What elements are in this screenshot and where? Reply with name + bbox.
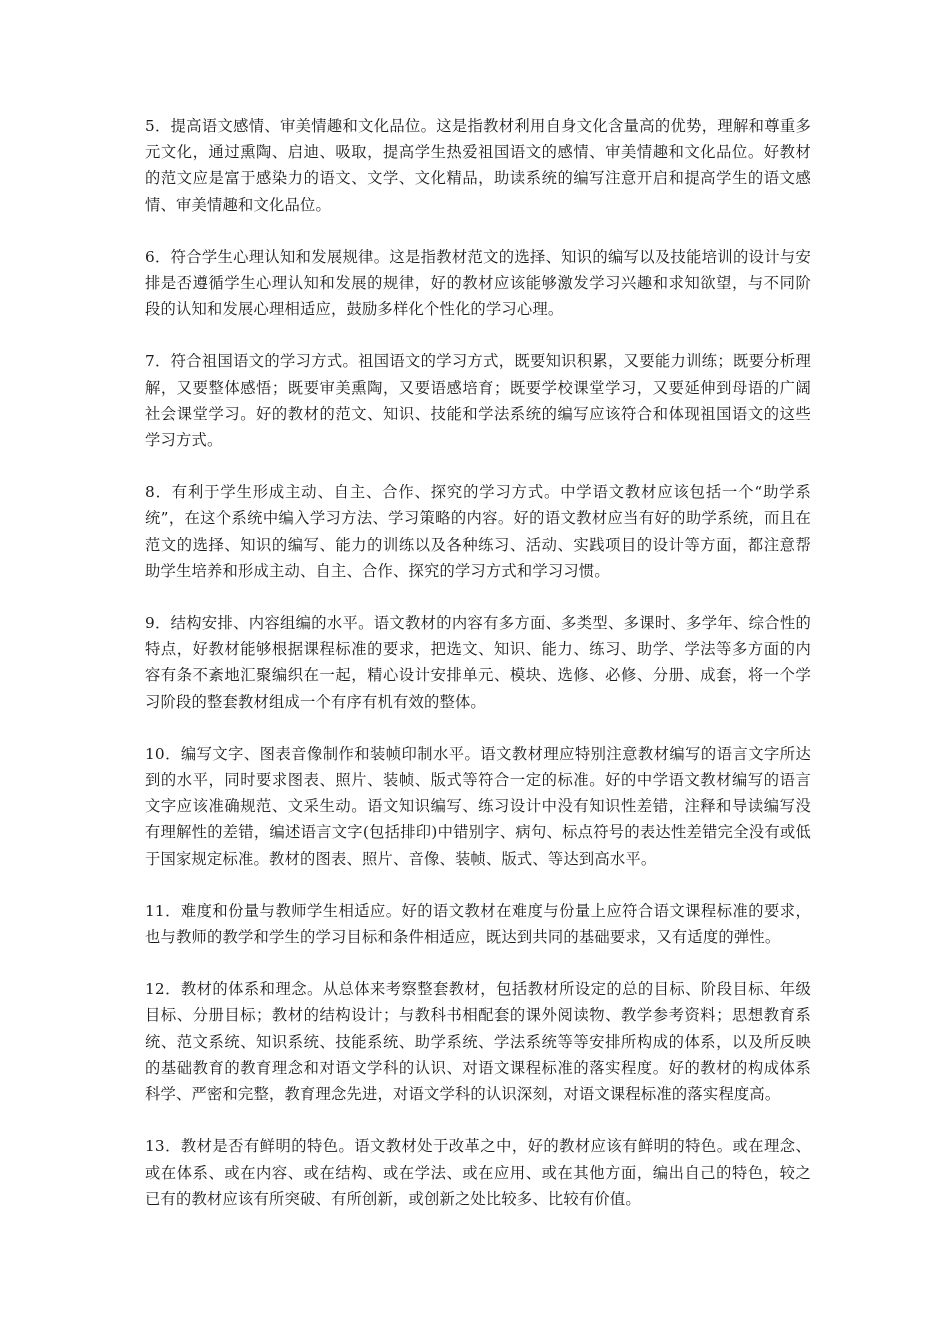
paragraph-item-9: 9．结构安排、内容组编的水平。语文教材的内容有多方面、多类型、多课时、多学年、综合性的特点，好教材能够根据课程标准的要求，把选文、知识、能力、练习、助学、学法等多方面的内容有条不紊地汇聚编织在一起，精心设计安排单元、模块、选修、必修、分册、成套，将一个学习阶段的整套教材组成一个有序有机有效的整体。 (145, 614, 811, 711)
paragraph-item-5: 5．提高语文感情、审美情趣和文化品位。这是指教材利用自身文化含量高的优势，理解和尊重多元文化，通过熏陶、启迪、吸取，提高学生热爱祖国语文的感情、审美情趣和文化品位。好教材的范文应是富于感染力的语文、文学、文化精品，助读系统的编写注意开启和提高学生的语文感情、审美情趣和文化品位。 (145, 117, 811, 214)
paragraph-item-12: 12．教材的体系和理念。从总体来考察整套教材，包括教材所设定的总的目标、阶段目标、年级目标、分册目标；教材的结构设计；与教科书相配套的课外阅读物、教学参考资料；思想教育系统、范文系统、知识系统、技能系统、助学系统、学法系统等等安排所构成的体系，以及所反映的基础教育的教育理念和对语文学科的认识、对语文课程标准的落实程度。好的教材的构成体系科学、严密和完整，教育理念先进，对语文学科的认识深刻，对语文课程标准的落实程度高。 (145, 980, 811, 1104)
paragraph-item-8: 8．有利于学生形成主动、自主、合作、探究的学习方式。中学语文教材应该包括一个“助学系统”，在这个系统中编入学习方法、学习策略的内容。好的语文教材应当有好的助学系统，而且在范文的选择、知识的编写、能力的训练以及各种练习、活动、实践项目的设计等方面，都注意帮助学生培养和形成主动、自主、合作、探究的学习方式和学习习惯。 (145, 483, 811, 580)
paragraph-item-11: 11．难度和份量与教师学生相适应。好的语文教材在难度与份量上应符合语文课程标准的要求，也与教师的教学和学生的学习目标和条件相适应，既达到共同的基础要求，又有适度的弹性。 (145, 901, 811, 947)
paragraph-item-6: 6．符合学生心理认知和发展规律。这是指教材范文的选择、知识的编写以及技能培训的设计与安排是否遵循学生心理认知和发展的规律，好的教材应该能够激发学习兴趣和求知欲望，与不同阶段的认知和发展心理相适应，鼓励多样化个性化的学习心理。 (145, 247, 811, 319)
paragraph-item-13: 13．教材是否有鲜明的特色。语文教材处于改革之中，好的教材应该有鲜明的特色。或在理念、或在体系、或在内容、或在结构、或在学法、或在应用、或在其他方面，编出自己的特色，较之已有的教材应该有所突破、有所创新，或创新之处比较多、比较有价值。 (145, 1137, 811, 1208)
document-body (145, 113, 811, 1238)
paragraph-item-7: 7．符合祖国语文的学习方式。祖国语文的学习方式，既要知识积累，又要能力训练；既要分析理解，又要整体感悟；既要审美熏陶，又要语感培育；既要学校课堂学习，又要延伸到母语的广阔社会课堂学习。好的教材的范文、知识、技能和学法系统的编写应该符合和体现祖国语文的这些学习方式。 (145, 352, 811, 450)
paragraph-item-10: 10．编写文字、图表音像制作和装帧印制水平。语文教材理应特别注意教材编写的语言文字所达到的水平，同时要求图表、照片、装帧、版式等符合一定的标准。好的中学语文教材编写的语言文字应该准确规范、文采生动。语文知识编写、练习设计中没有知识性差错，注释和导读编写没有理解性的差错，编述语言文字(包括排印)中错别字、病句、标点符号的表达性差错完全没有或低于国家规定标准。教材的图表、照片、音像、装帧、版式、等达到高水平。 (145, 744, 811, 868)
